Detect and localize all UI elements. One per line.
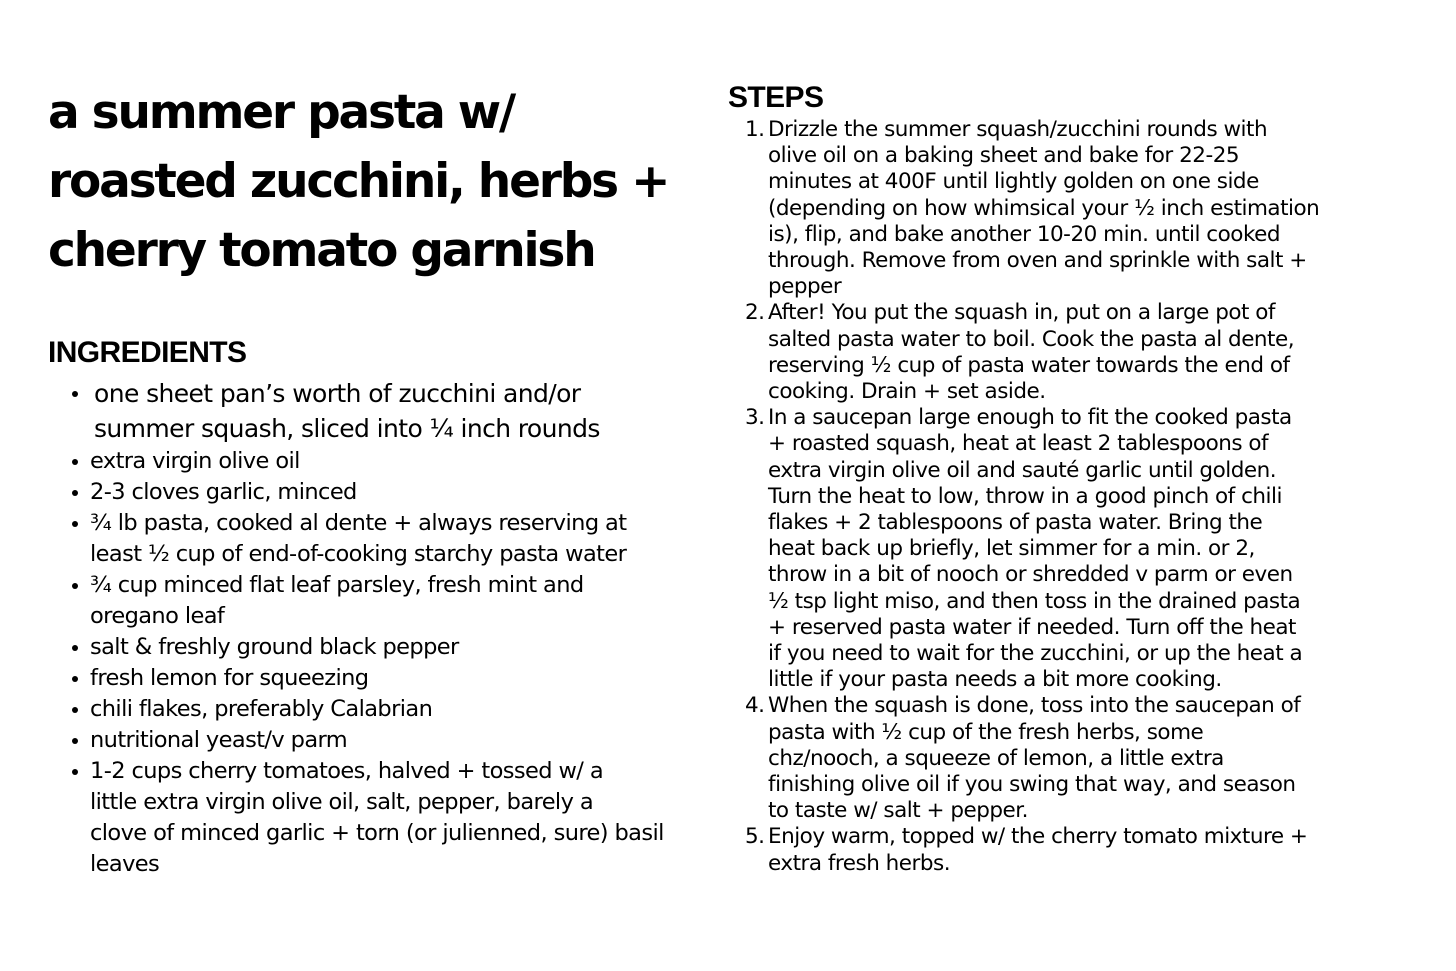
ingredient-item xyxy=(70,477,730,508)
step-line: + roasted squash, heat at least 2 tablespoons of xyxy=(768,431,1269,457)
steps-heading: STEPS xyxy=(728,81,824,114)
ingredient-line: summer squash, sliced into ¼ inch rounds xyxy=(94,414,600,443)
ingredient-line: little extra virgin olive oil, salt, pepper, barely a xyxy=(90,789,594,815)
step-line: Drizzle the summer squash/zucchini rounds with xyxy=(768,117,1268,142)
ingredients-list xyxy=(70,376,730,880)
ingredient-item xyxy=(70,376,730,446)
step-line: olive oil on a baking sheet and bake for 22-25 xyxy=(768,143,1240,169)
step-item xyxy=(745,405,1435,693)
ingredient-line: extra virgin olive oil xyxy=(90,448,300,474)
ingredient-line: 2-3 cloves garlic, minced xyxy=(90,479,357,505)
step-line: flakes + 2 tablespoons of pasta water. Bring the xyxy=(768,510,1263,536)
step-line: + reserved pasta water if needed. Turn off the heat xyxy=(768,614,1296,640)
page-title xyxy=(48,78,728,285)
step-line: is), flip, and bake another 10-20 min. until cooked xyxy=(768,221,1280,247)
step-line: chz/nooch, a squeeze of lemon, a little extra xyxy=(768,745,1224,771)
ingredient-item xyxy=(70,446,730,477)
step-number: 5. xyxy=(745,824,765,850)
ingredient-line: nutritional yeast/v parm xyxy=(90,727,348,753)
step-line: pasta with ½ cup of the fresh herbs, some xyxy=(768,719,1204,745)
step-line: In a saucepan large enough to fit the cooked pasta xyxy=(768,405,1292,431)
ingredient-item xyxy=(70,663,730,694)
ingredient-item xyxy=(70,508,730,570)
ingredient-item xyxy=(70,570,730,632)
step-line: pepper xyxy=(768,274,842,300)
title-line: a summer pasta w/ xyxy=(48,85,514,140)
ingredient-line: clove of minced garlic + torn (or julienned, sure) basil xyxy=(90,820,664,846)
step-line: cooking. Drain + set aside. xyxy=(768,379,1046,405)
step-line: finishing olive oil if you swing that way, and season xyxy=(768,772,1296,798)
step-line: salted pasta water to boil. Cook the pasta al dente, xyxy=(768,326,1295,352)
step-item xyxy=(745,824,1435,876)
title-line: roasted zucchini, herbs + xyxy=(48,154,669,209)
step-number: 4. xyxy=(745,693,765,719)
step-line: little if your pasta needs a bit more cooking. xyxy=(768,667,1222,693)
step-line: (depending on how whimsical your ½ inch estimation xyxy=(768,195,1320,221)
step-line: reserving ½ cup of pasta water towards the end of xyxy=(768,352,1290,378)
ingredient-line: oregano leaf xyxy=(90,603,225,629)
step-item xyxy=(745,117,1435,300)
step-number: 3. xyxy=(745,405,765,431)
title-line: cherry tomato garnish xyxy=(48,223,595,278)
step-line: Enjoy warm, topped w/ the cherry tomato mixture + xyxy=(768,824,1308,850)
step-line: When the squash is done, toss into the saucepan of xyxy=(768,693,1301,719)
step-line: throw in a bit of nooch or shredded v parm or even xyxy=(768,562,1293,588)
ingredient-line: ¾ cup minced flat leaf parsley, fresh mint and xyxy=(90,572,584,598)
step-line: extra fresh herbs. xyxy=(768,850,951,876)
step-line: Turn the heat to low, throw in a good pinch of chili xyxy=(768,483,1282,509)
step-line: if you need to wait for the zucchini, or up the heat a xyxy=(768,641,1303,667)
step-line: to taste w/ salt + pepper. xyxy=(768,798,1028,824)
step-line: extra virgin olive oil and sauté garlic until golden. xyxy=(768,457,1277,483)
ingredient-item xyxy=(70,725,730,756)
ingredient-line: chili flakes, preferably Calabrian xyxy=(90,696,433,722)
ingredient-item xyxy=(70,756,730,880)
step-line: minutes at 400F until lightly golden on one side xyxy=(768,169,1259,195)
ingredient-line: least ½ cup of end-of-cooking starchy pasta water xyxy=(90,541,627,567)
step-line: through. Remove from oven and sprinkle with salt + xyxy=(768,248,1307,274)
step-number: 1. xyxy=(745,117,765,142)
ingredient-line: ¾ lb pasta, cooked al dente + always reserving at xyxy=(90,510,627,536)
step-line: heat back up briefly, let simmer for a min. or 2, xyxy=(768,536,1255,562)
ingredient-item xyxy=(70,632,730,663)
step-number: 2. xyxy=(745,300,765,326)
ingredient-line: salt & freshly ground black pepper xyxy=(90,634,459,660)
ingredient-line: 1-2 cups cherry tomatoes, halved + tossed w/ a xyxy=(90,758,604,784)
step-item xyxy=(745,693,1435,824)
steps-list xyxy=(745,117,1435,877)
ingredient-line: fresh lemon for squeezing xyxy=(90,665,369,691)
step-item xyxy=(745,300,1435,405)
step-line: ½ tsp light miso, and then toss in the drained pasta xyxy=(768,588,1301,614)
ingredient-line: leaves xyxy=(90,851,160,877)
ingredient-item xyxy=(70,694,730,725)
ingredient-line: one sheet pan’s worth of zucchini and/or xyxy=(94,379,581,408)
step-line: After! You put the squash in, put on a large pot of xyxy=(768,300,1275,326)
ingredients-heading: INGREDIENTS xyxy=(48,336,247,369)
